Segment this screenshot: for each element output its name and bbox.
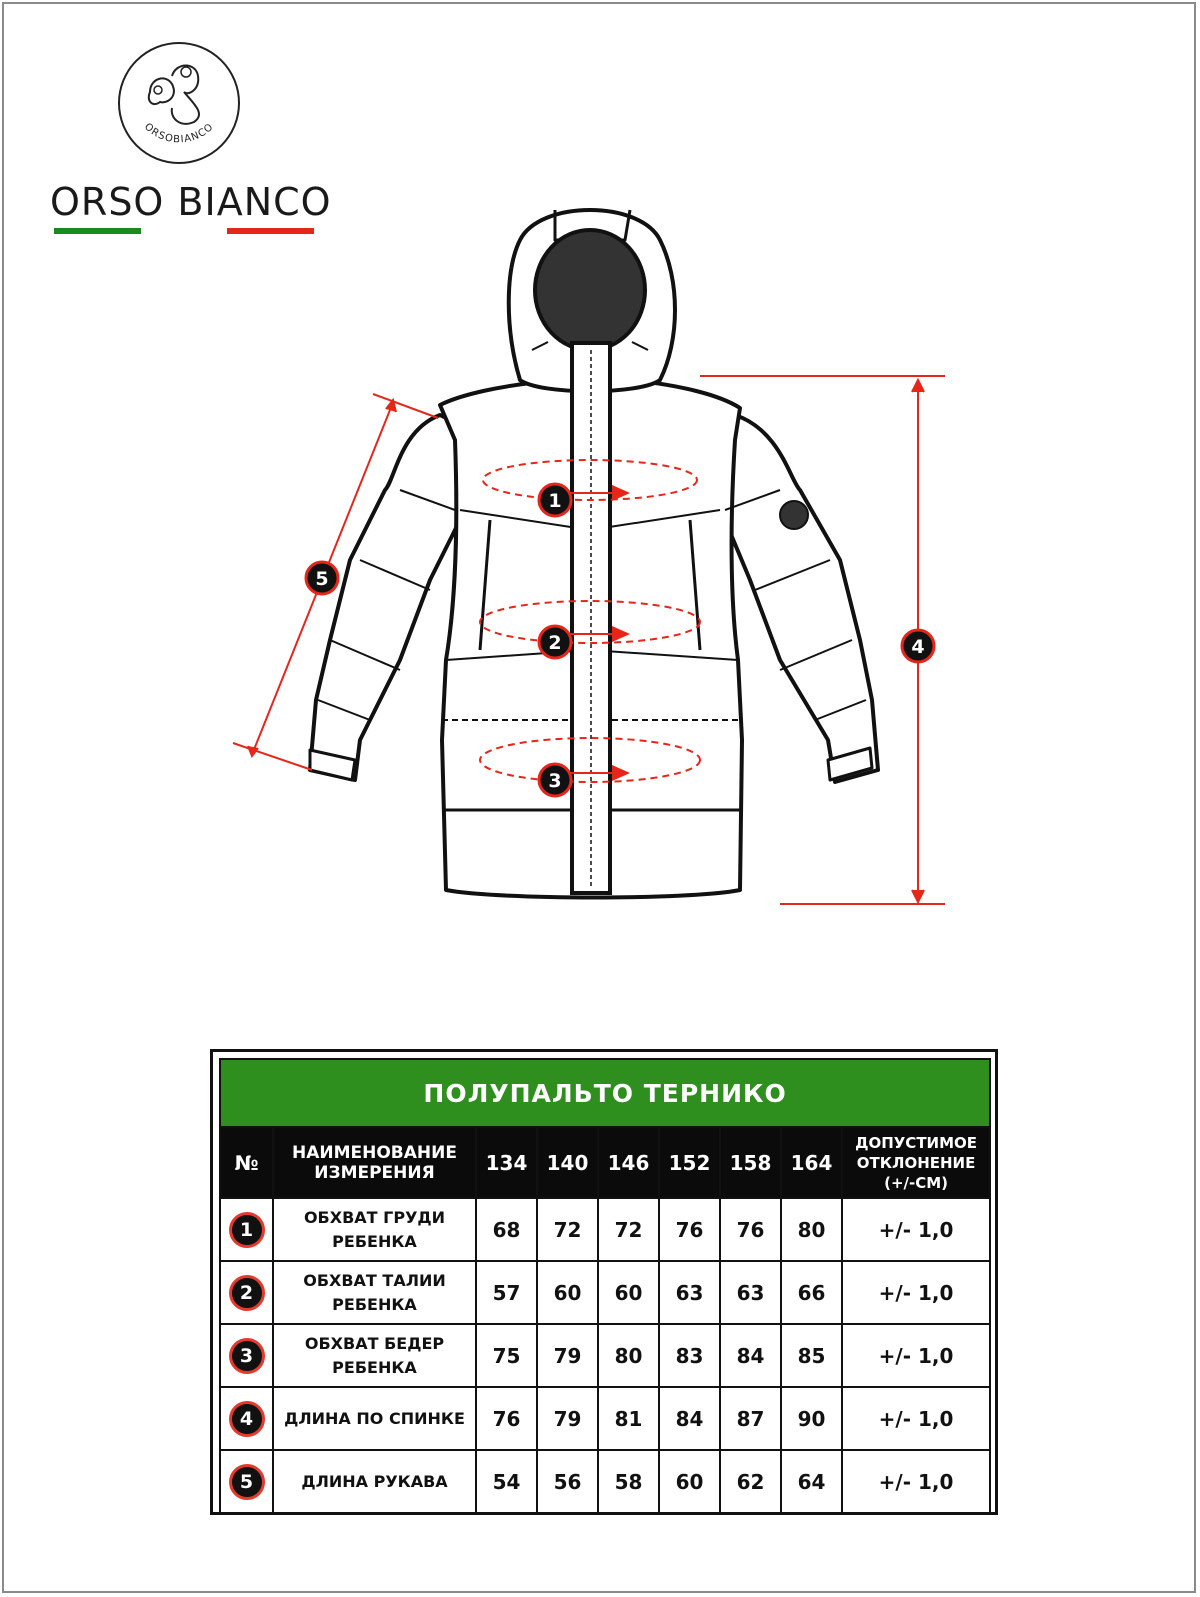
size-value: 83 [659,1324,720,1387]
size-value: 80 [781,1198,842,1261]
svg-text:3: 3 [548,770,562,792]
size-value: 81 [598,1387,659,1450]
svg-text:ORSOBIANCO: ORSOBIANCO [141,121,217,146]
size-value: 72 [598,1198,659,1261]
brand-stripe-red [227,228,314,234]
row-number-badge: 4 [229,1401,265,1437]
size-value: 76 [720,1198,781,1261]
measurement-name: ОБХВАТ ТАЛИИ РЕБЕНКА [273,1261,476,1324]
size-value: 68 [476,1198,537,1261]
size-value: 79 [537,1324,598,1387]
sleeve-badge-icon [780,501,808,529]
size-value: 57 [476,1261,537,1324]
size-table [219,1058,991,1514]
size-value: 76 [659,1198,720,1261]
row-number [220,1324,273,1387]
size-value: 58 [598,1450,659,1513]
tolerance-value: +/- 1,0 [842,1450,990,1513]
row-number-badge: 3 [229,1338,265,1374]
measurement-name: ДЛИНА РУКАВА [273,1450,476,1513]
size-value: 62 [720,1450,781,1513]
size-value: 85 [781,1324,842,1387]
size-value: 76 [476,1387,537,1450]
row-number [220,1450,273,1513]
svg-text:2: 2 [548,632,562,654]
size-value: 66 [781,1261,842,1324]
size-value: 90 [781,1387,842,1450]
size-value: 63 [659,1261,720,1324]
header-size: 134 [476,1127,537,1198]
size-value: 72 [537,1198,598,1261]
header-num: № [220,1127,273,1198]
size-value: 84 [720,1324,781,1387]
measurement-name: ДЛИНА ПО СПИНКЕ [273,1387,476,1450]
table-row [220,1324,990,1387]
table-row [220,1387,990,1450]
table-row [220,1261,990,1324]
marker-3 [539,764,571,796]
brand-logo [119,43,239,163]
marker-4 [902,630,934,662]
tolerance-value: +/- 1,0 [842,1198,990,1261]
header-name: НАИМЕНОВАНИЕ ИЗМЕРЕНИЯ [273,1127,476,1198]
tolerance-value: +/- 1,0 [842,1261,990,1324]
tolerance-value: +/- 1,0 [842,1387,990,1450]
size-value: 60 [598,1261,659,1324]
size-value: 64 [781,1450,842,1513]
marker-2 [539,626,571,658]
size-value: 87 [720,1387,781,1450]
tolerance-value: +/- 1,0 [842,1324,990,1387]
svg-text:5: 5 [315,568,329,590]
size-value: 80 [598,1324,659,1387]
size-value: 54 [476,1450,537,1513]
table-row [220,1198,990,1261]
header-size: 140 [537,1127,598,1198]
header-size: 164 [781,1127,842,1198]
row-number-badge: 2 [229,1275,265,1311]
row-number-badge: 5 [229,1464,265,1500]
marker-5 [306,562,338,594]
row-number [220,1387,273,1450]
size-value: 60 [537,1261,598,1324]
measurement-name: ОБХВАТ БЕДЕР РЕБЕНКА [273,1324,476,1387]
row-number [220,1261,273,1324]
row-number [220,1198,273,1261]
row-number-badge: 1 [229,1212,265,1248]
brand-name: ORSO BIANCO [50,180,332,224]
header-size: 158 [720,1127,781,1198]
size-value: 56 [537,1450,598,1513]
table-row [220,1450,990,1513]
table-title: ПОЛУПАЛЬТО ТЕРНИКО [220,1059,990,1127]
header-size: 146 [598,1127,659,1198]
size-value: 75 [476,1324,537,1387]
size-value: 79 [537,1387,598,1450]
measurement-name: ОБХВАТ ГРУДИ РЕБЕНКА [273,1198,476,1261]
size-value: 60 [659,1450,720,1513]
size-value: 63 [720,1261,781,1324]
svg-text:1: 1 [548,490,562,512]
svg-text:4: 4 [911,636,925,658]
size-value: 84 [659,1387,720,1450]
header-size: 152 [659,1127,720,1198]
brand-stripe-green [54,228,141,234]
marker-1 [539,484,571,516]
header-tolerance: ДОПУСТИМОЕ ОТКЛОНЕНИЕ (+/-СМ) [842,1127,990,1198]
size-table-frame [210,1049,998,1515]
